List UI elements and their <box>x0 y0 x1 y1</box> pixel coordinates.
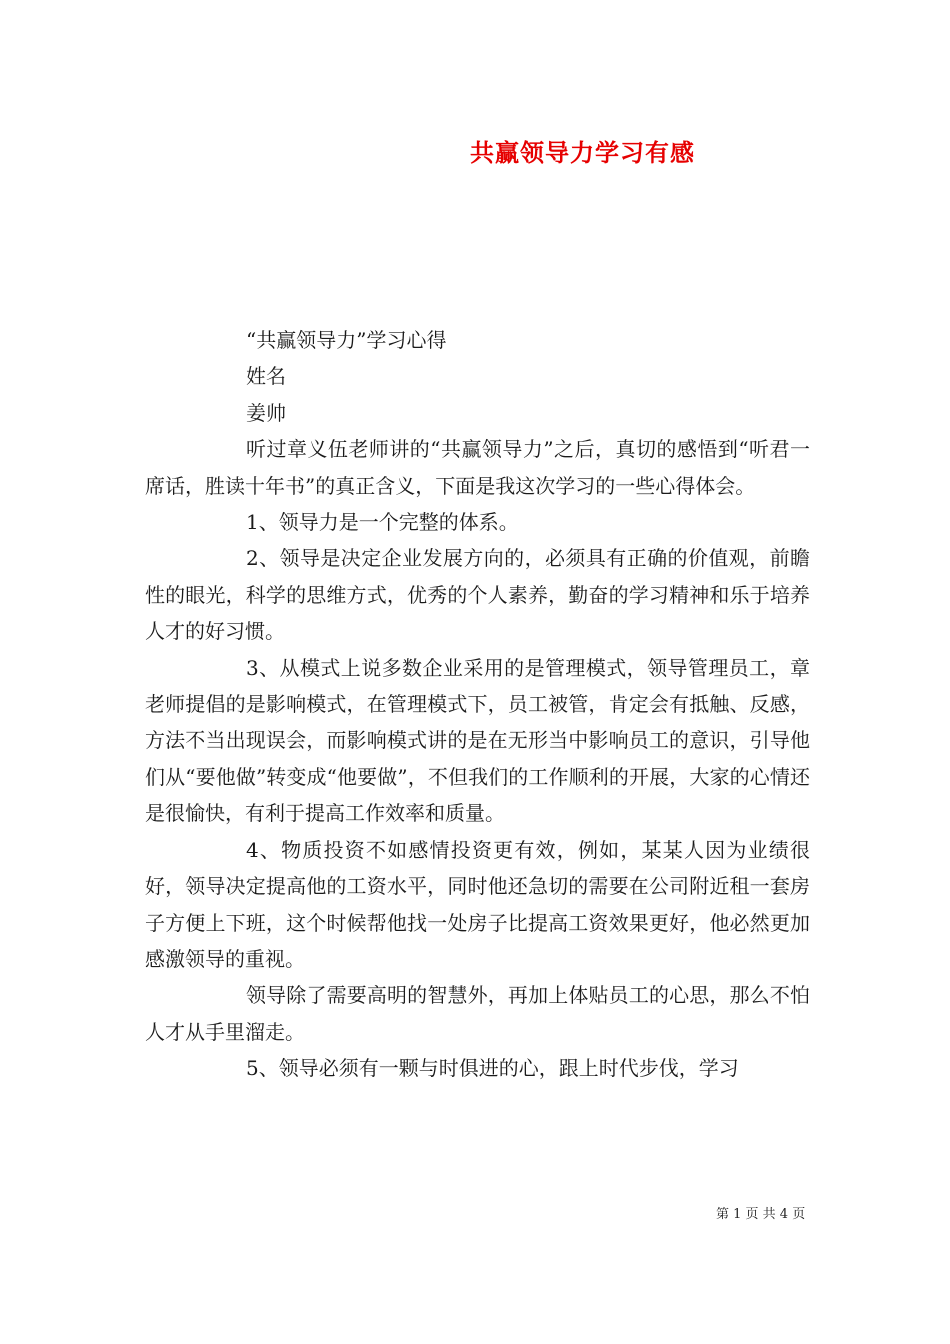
point-4-paragraph: 4、物质投资不如感情投资更有效，例如，某某人因为业绩很好，领导决定提高他的工资水平，同时他还急切的需要在公司附近租一套房子方便上下班，这个时候帮他找一处房子比提高工资效果更好，他必然更加感激领导的重视。 <box>145 837 810 971</box>
document-title: 共赢领导力学习有感 <box>470 138 695 167</box>
point-3-paragraph: 3、从模式上说多数企业采用的是管理模式，领导管理员工，章老师提倡的是影响模式，在管理模式下，员工被管，肯定会有抵触、反感，方法不当出现误会，而影响模式讲的是在无形当中影响员工的意识，引导他们从“要他做”转变成“他要做”，不但我们的工作顺利的开展，大家的心情还是很愉快，有利于提高工作效率和质量。 <box>145 655 810 826</box>
page-number-footer: 第 1 页 共 4 页 <box>716 1207 806 1222</box>
point-5-paragraph: 5、领导必须有一颗与时俱进的心，跟上时代步伐，学习 <box>246 1056 739 1081</box>
author-label-paragraph: 姓名 <box>246 364 286 389</box>
intro-paragraph: 听过章义伍老师讲的“共赢领导力”之后，真切的感悟到“听君一席话，胜读十年书”的真正含义，下面是我这次学习的一些心得体会。 <box>145 437 810 498</box>
author-name-paragraph: 姜帅 <box>246 400 286 425</box>
point-4-continuation-paragraph: 领导除了需要高明的智慧外，再加上体贴员工的心思，那么不怕人才从手里溜走。 <box>145 983 810 1044</box>
subtitle-paragraph: “共赢领导力”学习心得 <box>246 328 447 352</box>
document-body <box>145 322 810 1087</box>
point-2-paragraph: 2、领导是决定企业发展方向的，必须具有正确的价值观，前瞻性的眼光，科学的思维方式，优秀的个人素养，勤奋的学习精神和乐于培养人才的好习惯。 <box>145 546 810 644</box>
point-1-paragraph: 1、领导力是一个完整的体系。 <box>246 510 519 535</box>
